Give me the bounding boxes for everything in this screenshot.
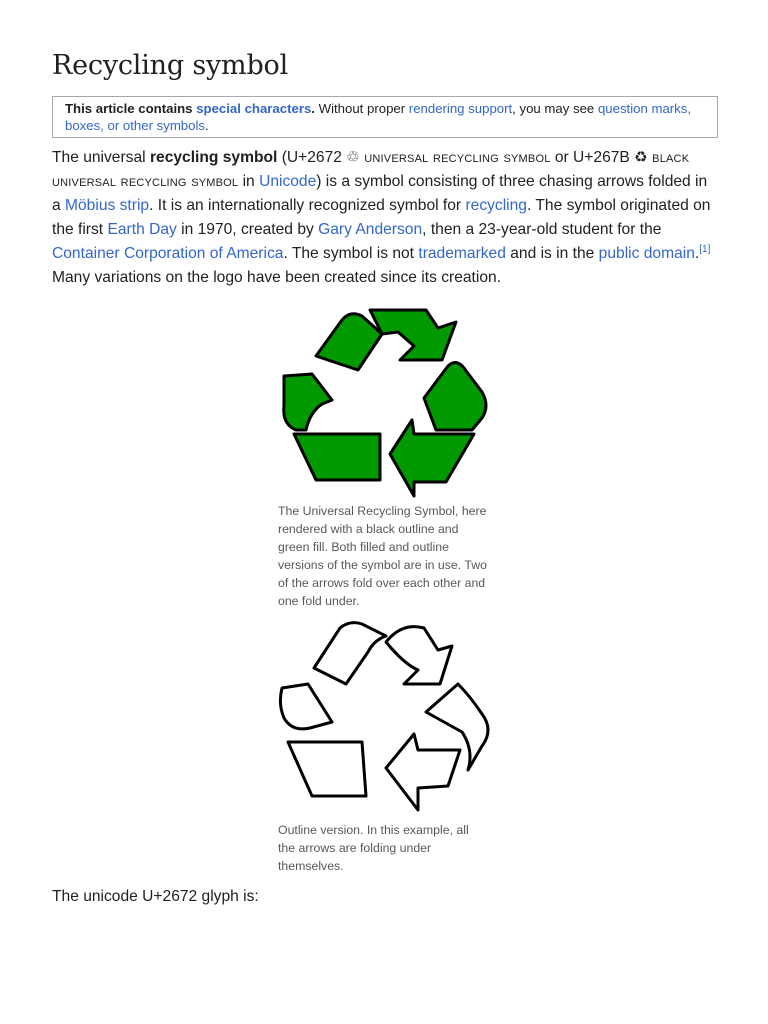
trademarked-link[interactable]: trademarked <box>418 245 506 262</box>
figure-outline-recycling <box>278 618 498 875</box>
unicode-link[interactable]: Unicode <box>259 173 317 190</box>
rendering-support-link[interactable]: rendering support <box>408 101 513 116</box>
outline-recycling-symbol-icon[interactable] <box>278 618 494 816</box>
unicode-name-267b: black universal recycling symbol <box>52 149 690 190</box>
unicode-glyph-paragraph: The unicode U+2672 glyph is: <box>52 888 259 905</box>
notice-bold-text: This article contains special characters. <box>65 101 315 116</box>
page-title: Recycling symbol <box>52 50 289 81</box>
notice-text: Without proper <box>314 101 409 116</box>
question-marks-link[interactable]: question marks, boxes, or other symbols <box>65 101 692 133</box>
unicode-name-2672: universal recycling symbol <box>359 149 551 166</box>
recycling-outline-glyph-icon: ♲ <box>346 148 360 166</box>
gary-anderson-link[interactable]: Gary Anderson <box>318 221 423 238</box>
green-recycling-symbol-icon[interactable] <box>278 304 494 498</box>
figure-caption: The Universal Recycling Symbol, here rendered with a black outline and green fill. Both filled and outline versions of the symbol are in use. Two of the arrows fold over each other and one fold under. <box>278 504 487 608</box>
container-corporation-link[interactable]: Container Corporation of America <box>52 245 284 262</box>
recycling-black-glyph-icon: ♻ <box>634 148 648 166</box>
recycling-link[interactable]: recycling <box>465 197 527 214</box>
public-domain-link[interactable]: public domain <box>598 245 695 262</box>
bold-term: recycling symbol <box>149 149 278 166</box>
reference-link-1[interactable]: [1] <box>699 243 711 255</box>
figure-green-recycling <box>278 304 498 610</box>
special-characters-notice: This article contains special characters. Without proper rendering support, you may see question marks, boxes, or other symbols. <box>52 96 718 138</box>
mobius-strip-link[interactable]: Möbius strip <box>65 197 150 214</box>
figure-caption: Outline version. In this example, all the arrows are folding under themselves. <box>278 823 469 873</box>
earth-day-link[interactable]: Earth Day <box>107 221 177 238</box>
intro-paragraph: The universal recycling symbol (U+2672 ♲ universal recycling symbol or U+267B ♻ black universal recycling symbol in Unicode) is a symbol consisting of three chasing arrows folded in a Möbius strip. It is an internationally recognized symbol for recycling. The symbol originated on the first Earth Day in 1970, created by Gary Anderson, then a 23-year-old student for the Container Corporation of America. The symbol is not trademarked and is in the public domain.[1] Many variations on the logo have been created since its creation. <box>52 148 711 286</box>
special-characters-link[interactable]: special characters <box>196 101 312 116</box>
